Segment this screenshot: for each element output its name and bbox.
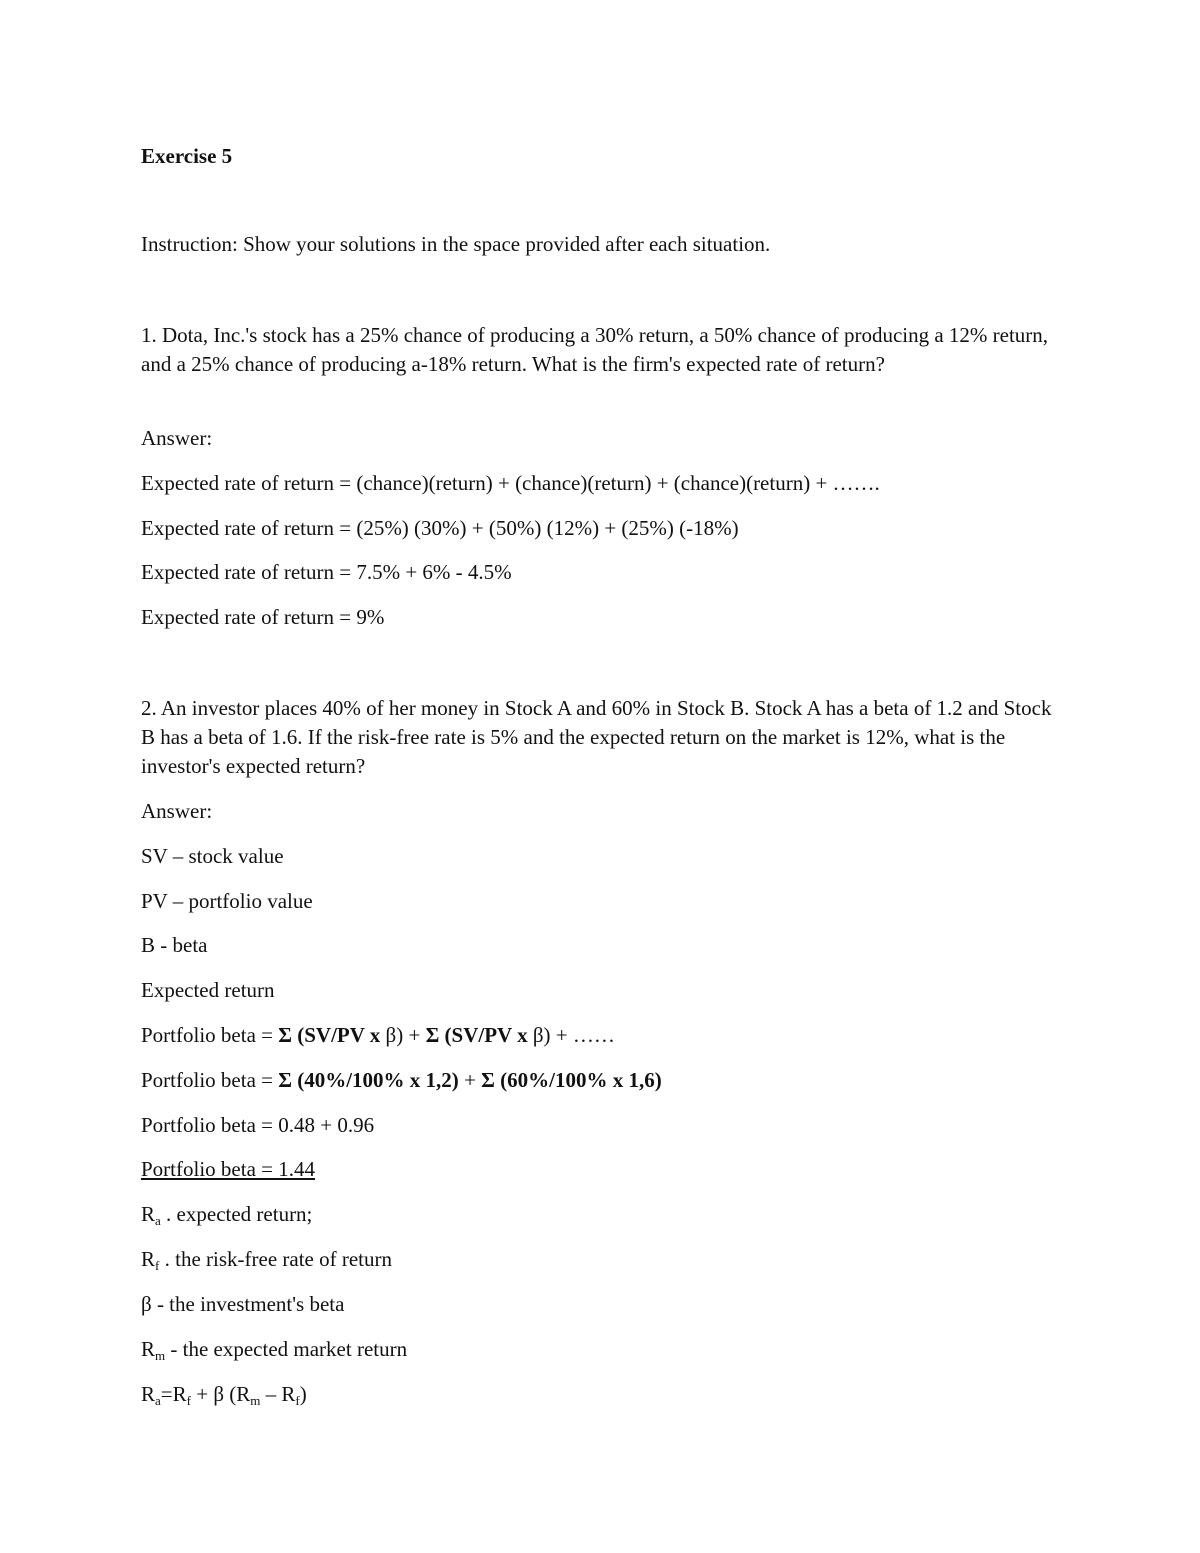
capm-formula: $R_a=R_f + \beta$ $(R_m - R_f)$ [141,1382,307,1408]
var-expected-return: $R_a$ . expected return; [141,1202,313,1228]
question-2-text: 2. An investor places 40% of her money in Stock A and 60% in Stock B. Stock A has a beta of 1.2 and Stock B has a beta of 1.6. If the risk-free rate is 5% and the expected return on the market is 12%, what is the investor's expected return? [141,696,1052,778]
q1-formula-line: Expected rate of return = (chance)(return) + (chance)(return) + (chance)(return) + ……. [141,471,880,495]
var-beta: β - the investment's beta [141,1292,345,1316]
def-stock-value: SV – stock value [141,844,284,868]
question-1-text: 1. Dota, Inc.'s stock has a 25% chance of producing a 30% return, a 50% chance of producing a 12% return, and a 25% chance of producing a-18% return. What is the firm's expected rate of return? [141,323,1049,376]
q1-computation-line: Expected rate of return = 7.5% + 6% - 4.5% [141,560,512,584]
var-risk-free-rate: $R_f$ . the risk-free rate of return [141,1247,392,1273]
def-expected-return: Expected return [141,978,275,1002]
portfolio-beta-sum: Portfolio beta = 0.48 + 0.96 [141,1113,375,1137]
var-market-return: $R_m$ - the expected market return [141,1337,408,1363]
portfolio-beta-formula: Portfolio beta = Σ (SV/PV x β) + Σ (SV/PV x β) + …… [141,1023,615,1047]
portfolio-beta-result: Portfolio beta = 1.44 [141,1157,315,1181]
question-2-answer-label: Answer: [141,799,213,823]
portfolio-beta-substitution: Portfolio beta = Σ (40%/100% x 1,2) + Σ (60%/100% x 1,6) [141,1068,662,1092]
q1-substitution-line: Expected rate of return = (25%) (30%) + (50%) (12%) + (25%) (-18%) [141,516,739,540]
def-beta: Β - beta [141,933,208,957]
instruction-text: Instruction: Show your solutions in the space provided after each situation. [141,232,771,256]
q1-result-line: Expected rate of return = 9% [141,605,385,629]
def-portfolio-value: PV – portfolio value [141,889,313,913]
question-1-answer-label: Answer: [141,426,213,450]
page-title: Exercise 5 [141,144,233,168]
